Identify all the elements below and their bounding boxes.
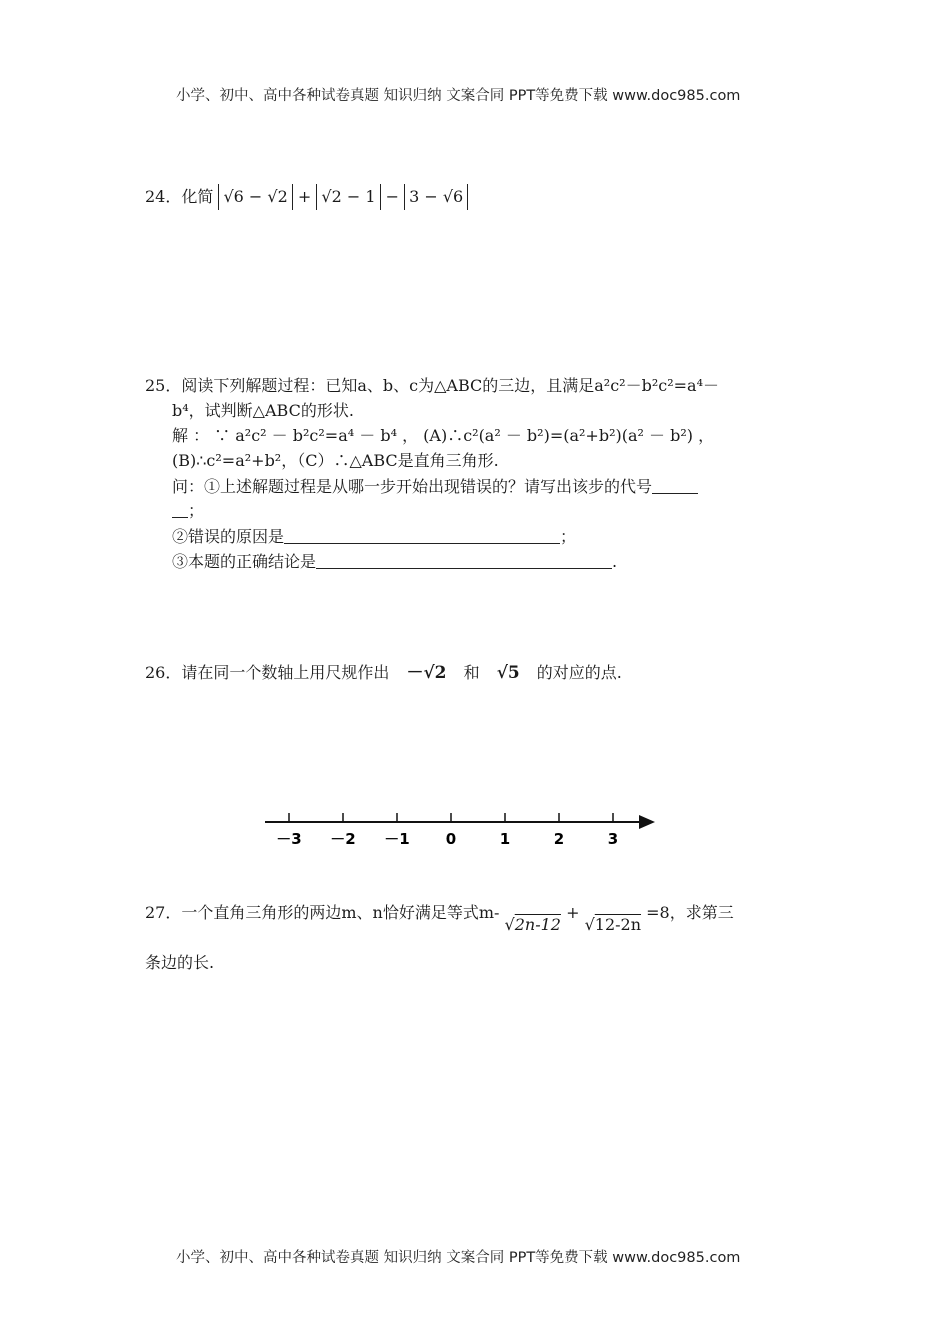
q24-label: 24．化简	[145, 187, 214, 206]
q27-radical-1: √2n-12	[504, 915, 561, 934]
q26-sqrt5: √5	[496, 663, 520, 683]
answer-blank-2[interactable]	[284, 527, 560, 544]
answer-blank-3[interactable]	[316, 552, 612, 569]
answer-blank-1[interactable]	[652, 477, 698, 494]
question-26: 26．请在同一个数轴上用尺规作出 －√2 和 √5 的对应的点.	[145, 663, 622, 683]
question-25-line-1: 25．阅读下列解题过程：已知a、b、c为△ABC的三边，且满足a²c²－b²c²=a⁴－	[145, 376, 719, 395]
q26-neg-sqrt2: －√2	[406, 663, 447, 683]
axis-tick-label: －2	[330, 830, 356, 848]
axis-tick-label: －3	[276, 830, 302, 848]
question-25-line-7: ②错误的原因是 ；	[172, 527, 577, 546]
answer-blank-1-cont[interactable]	[172, 501, 188, 518]
question-25-line-3: 解 ： ∵ a²c² － b²c²=a⁴ － b⁴ ， (A)∴c²(a² － b²)=(a²+b²)(a² － b²) ，	[172, 426, 715, 445]
question-27: 27．一个直角三角形的两边m、n恰好满足等式m- √2n-12 + √12-2n =8，求第三	[145, 903, 734, 934]
axis-tick-label: －1	[384, 830, 410, 848]
axis-tick-label: 3	[607, 830, 619, 848]
number-line	[255, 800, 675, 860]
q24-expression: √6 − √2 + √2 − 1 − 3 − √6	[218, 187, 468, 206]
axis-tick-label: 2	[553, 830, 565, 848]
question-24	[145, 184, 468, 210]
question-25-line-4: (B)∴c²=a²+b²，（C）∴△ABC是直角三角形.	[172, 451, 499, 470]
page-header: 小学、初中、高中各种试卷真题 知识归纳 文案合同 PPT等免费下载 www.doc985.com	[176, 88, 741, 104]
page-footer: 小学、初中、高中各种试卷真题 知识归纳 文案合同 PPT等免费下载 www.doc985.com	[176, 1250, 741, 1266]
axis-tick-label: 0	[445, 830, 457, 848]
question-25-line-5: 问：①上述解题过程是从哪一步开始出现错误的？请写出该步的代号	[172, 476, 698, 498]
question-25-line-2: b⁴，试判断△ABC的形状.	[172, 401, 354, 420]
axis-tick-label: 1	[499, 830, 511, 848]
question-25-line-8: ③本题的正确结论是 .	[172, 552, 618, 571]
q27-radical-2: √12-2n	[584, 915, 642, 934]
axis-arrow-icon	[639, 815, 655, 829]
question-27-line-2: 条边的长.	[145, 953, 215, 972]
question-25-line-6: ；	[172, 500, 204, 522]
